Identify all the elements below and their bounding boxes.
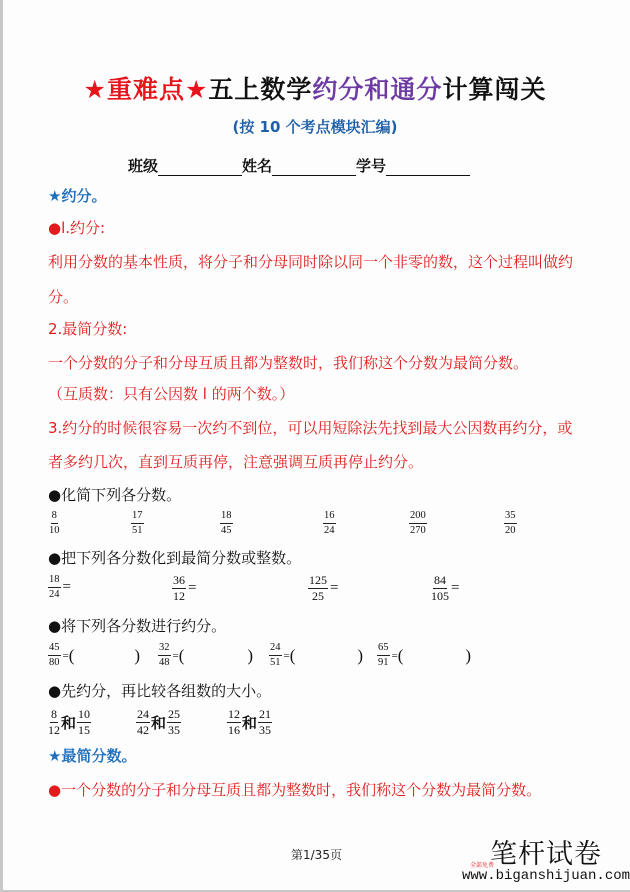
name-label: 姓名 [242, 157, 273, 175]
exercise3-item: $\frac{65}{91}$ = ( ) [378, 642, 472, 668]
compare-pair: $\frac{12}{16}$ 和 $\frac{21}{35}$ [228, 707, 272, 737]
brand-url: www.biganshijuan.com [462, 868, 630, 884]
fraction: $\frac{10}{15}$ [78, 707, 91, 737]
point1-body-line1: 利用分数的基本性质，将分子和分母同时除以同一个非零的数，这个过程叫做约 [48, 253, 574, 271]
point1-title: ●l.约分: [48, 219, 106, 237]
title-topic: 约分和通分 [312, 75, 443, 104]
exercise2-item: $\frac{36}{12}$ = [173, 573, 197, 603]
point1-body-line2: 分。 [48, 288, 79, 306]
page-subtitle: (按 10 个考点模块汇编) [232, 118, 398, 136]
star-icon: ★ [83, 75, 107, 104]
fraction: $\frac{200}{270}$ [410, 510, 426, 536]
fraction: $\frac{8}{10}$ [49, 510, 60, 536]
section-heading-yuefen: ★约分。 [48, 187, 107, 205]
fraction: $\frac{84}{105}$ [431, 573, 449, 603]
page-number: 第1/35页 [291, 848, 342, 862]
exercise3-title: ●将下列各分数进行约分。 [48, 617, 227, 635]
point3-line2: 者多约几次，直到互质再停，注意强调互质再停止约分。 [48, 453, 424, 471]
star-icon: ★ [184, 75, 209, 104]
exercise3-item: $\frac{24}{51}$ = ( ) [270, 642, 364, 668]
compare-pair: $\frac{8}{12}$ 和 $\frac{10}{15}$ [48, 707, 91, 737]
fraction: $\frac{24}{42}$ [137, 707, 149, 737]
title-emphasis: 重难点 [106, 75, 185, 104]
class-field[interactable] [158, 159, 242, 176]
exercise3-item: $\frac{32}{48}$ = ( ) [159, 642, 254, 668]
fraction: $\frac{32}{48}$ [159, 642, 170, 668]
compare-pair: $\frac{24}{42}$ 和 $\frac{25}{35}$ [137, 707, 181, 737]
brand-tag: 全部免费 [470, 862, 495, 869]
page-title [0, 70, 630, 110]
fraction: $\frac{16}{24}$ [324, 510, 335, 536]
fraction: $\frac{45}{80}$ [49, 642, 60, 668]
section-heading-zuijian: ★最简分数。 [48, 747, 137, 765]
student-info-row [128, 155, 470, 176]
exercise2-item: $\frac{84}{105}$ = [431, 573, 460, 603]
fraction: $\frac{18}{45}$ [221, 510, 232, 536]
exercise2-item: $\frac{125}{25}$ = [309, 573, 339, 603]
exercise2-item: $\frac{18}{24}$ = [49, 574, 71, 600]
fraction: $\frac{17}{51}$ [132, 510, 143, 536]
fraction: $\frac{8}{12}$ [48, 707, 60, 737]
fraction: $\frac{21}{35}$ [259, 707, 272, 737]
fraction: $\frac{65}{91}$ [378, 642, 389, 668]
student-id-field[interactable] [386, 159, 470, 176]
exercise1-title: ●化简下列各分数。 [48, 486, 182, 504]
point2-body: 一个分数的分子和分母互质且都为整数时，我们称这个分数为最简分数。 [48, 354, 529, 372]
brand-name: 笔杆试卷 [490, 839, 602, 870]
exercise3-item: $\frac{45}{80}$ = ( ) [49, 642, 141, 668]
section2-body: ●一个分数的分子和分母互质且都为整数时，我们称这个分数为最简分数。 [48, 781, 542, 799]
title-suffix: 计算闯关 [442, 75, 547, 104]
name-field[interactable] [272, 159, 356, 176]
point2-note: （互质数：只有公因数 l 的两个数。） [48, 385, 295, 403]
id-label: 学号 [356, 157, 387, 175]
point3-line1: 3.约分的时候很容易一次约不到位，可以用短除法先找到最大公因数再约分，或 [48, 419, 573, 437]
fraction: $\frac{18}{24}$ [49, 574, 60, 600]
title-prefix: 五上数学 [208, 75, 313, 104]
exercise2-title: ●把下列各分数化到最简分数或整数。 [48, 549, 302, 567]
point2-title: 2.最简分数: [48, 320, 128, 338]
fraction: $\frac{35}{20}$ [505, 510, 516, 536]
fraction: $\frac{125}{25}$ [309, 573, 327, 603]
exercise4-title: ●先约分，再比较各组数的大小。 [48, 682, 272, 700]
fraction: $\frac{36}{12}$ [173, 573, 185, 603]
fraction: $\frac{24}{51}$ [270, 642, 281, 668]
fraction: $\frac{25}{35}$ [168, 707, 181, 737]
fraction: $\frac{12}{16}$ [228, 707, 240, 737]
class-label: 班级 [128, 157, 159, 175]
